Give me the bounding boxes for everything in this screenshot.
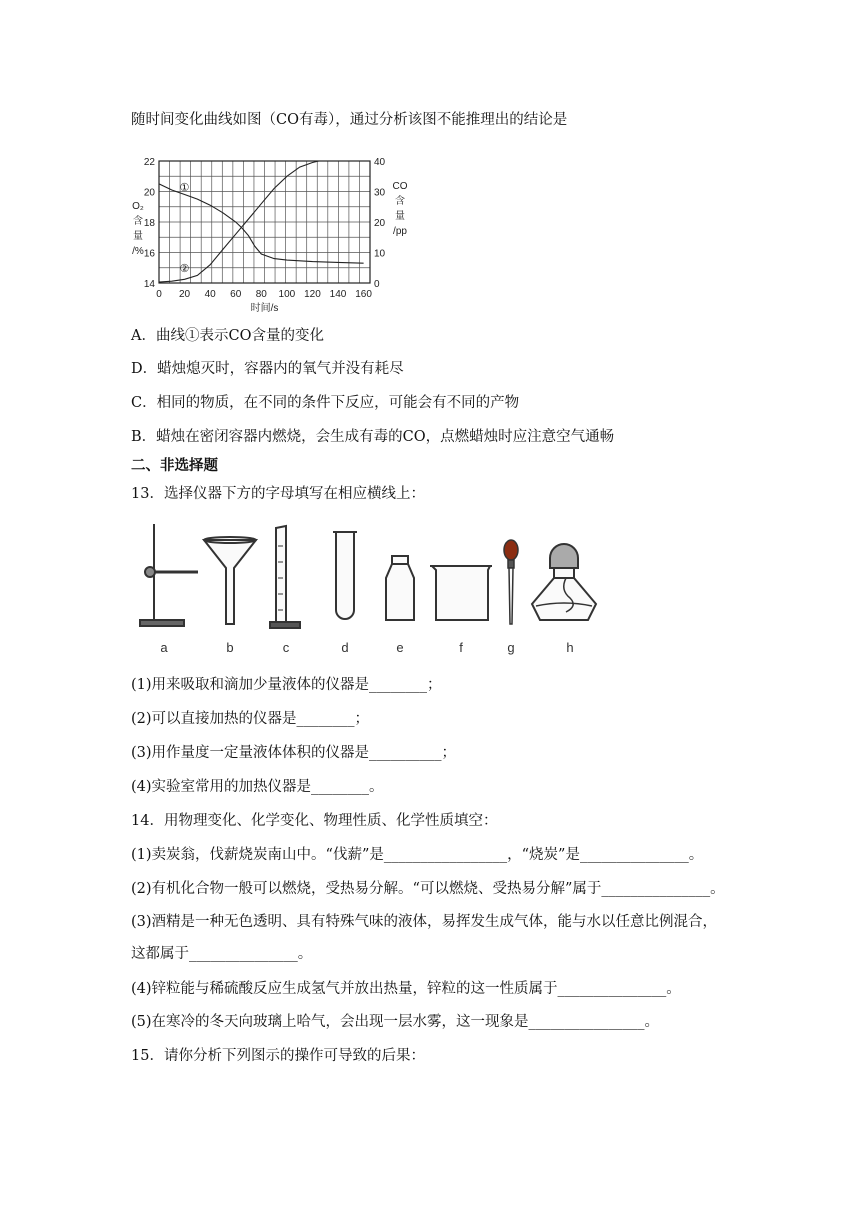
x-tick-label: 120 (304, 289, 321, 300)
q14-item-3-cont: 这都属于_______________。 (131, 946, 313, 962)
q14-item-3: (3)酒精是一种无色透明、具有特殊气味的液体，易挥发生成气体，能与水以任意比例混合， (131, 914, 718, 930)
left-axis-title-char: 量 (133, 231, 143, 242)
x-tick-label: 20 (179, 289, 191, 300)
y-right-tick-label: 30 (374, 187, 386, 199)
q14-item-4: (4)锌粒能与稀硫酸反应生成氢气并放出热量，锌粒的这一性质属于_______________。 (131, 981, 681, 997)
q13-item-4: (4)实验室常用的加热仪器是________。 (131, 779, 384, 795)
option-d: D．蜡烛熄灭时，容器内的氧气并没有耗尽 (131, 361, 404, 377)
instruments-figure (130, 516, 600, 662)
left-axis-title-char: O₂ (132, 201, 144, 212)
right-axis-title-char: 含 (395, 196, 405, 207)
series-line-2 (159, 161, 364, 282)
q14-item-5: (5)在寒冷的冬天向玻璃上哈气，会出现一层水雾，这一现象是________________。 (131, 1014, 660, 1030)
x-tick-label: 160 (355, 289, 372, 300)
y-left-tick-label: 18 (143, 218, 155, 229)
q13-stem: 13．选择仪器下方的字母填写在相应横线上： (131, 486, 425, 502)
graduated-cylinder-icon (270, 526, 300, 628)
instrument-label-h: h (566, 640, 574, 655)
right-axis-title-char: /pp (393, 226, 407, 237)
y-left-tick-label: 22 (143, 157, 155, 168)
dropper-icon (504, 540, 518, 624)
instrument-label-c: c (282, 640, 290, 655)
left-axis-title-char: /% (132, 246, 144, 257)
alcohol-lamp-icon (532, 544, 596, 620)
y-right-tick-label: 0 (374, 279, 380, 290)
option-a: A．曲线①表示CO含量的变化 (131, 328, 324, 344)
y-right-tick-label: 10 (374, 248, 386, 260)
section-title: 二、非选择题 (131, 457, 218, 474)
y-left-tick-label: 20 (143, 187, 155, 199)
y-left-tick-label: 14 (143, 279, 155, 290)
option-b: B．蜡烛在密闭容器内燃烧，会生成有毒的CO，点燃蜡烛时应注意空气通畅 (131, 429, 615, 445)
beaker-icon (430, 566, 492, 620)
gas-content-chart (125, 143, 425, 323)
left-axis-title-char: 含 (133, 216, 143, 227)
right-axis-title-char: CO (392, 181, 408, 192)
x-tick-label: 100 (278, 289, 296, 300)
instrument-label-d: d (341, 640, 349, 655)
iron-stand-icon (140, 524, 198, 626)
option-c: C．相同的物质，在不同的条件下反应，可能会有不同的产物 (131, 395, 520, 411)
curve-2-marker: ② (179, 262, 190, 275)
q13-item-2: (2)可以直接加热的仪器是________； (131, 711, 370, 727)
instrument-label-a: a (160, 640, 168, 655)
funnel-icon (204, 537, 256, 624)
q15-stem: 15．请你分析下列图示的操作可导致的后果： (131, 1048, 425, 1064)
chart-grid (159, 161, 370, 283)
q13-item-3: (3)用作量度一定量液体体积的仪器是__________； (131, 745, 457, 761)
series-line-1 (159, 181, 364, 263)
instrument-label-b: b (226, 640, 234, 655)
y-right-tick-label: 20 (374, 218, 386, 229)
x-tick-label: 80 (255, 289, 267, 300)
q14-stem: 14．用物理变化、化学变化、物理性质、化学性质填空： (131, 813, 498, 829)
right-axis-title-char: 量 (395, 211, 405, 222)
q13-item-1: (1)用来吸取和滴加少量液体的仪器是________； (131, 677, 442, 693)
y-left-tick-label: 16 (143, 248, 155, 260)
x-tick-label: 40 (204, 289, 216, 300)
test-tube-icon (333, 532, 357, 619)
question-12-intro: 随时间变化曲线如图（CO有毒），通过分析该图不能推理出的结论是 (131, 112, 568, 128)
x-tick-label: 140 (329, 289, 347, 300)
instrument-label-g: g (507, 640, 515, 655)
chart-curves (159, 161, 364, 282)
q14-item-1: (1)卖炭翁，伐薪烧炭南山中。“伐薪”是_________________，“烧炭”是_______________。 (131, 847, 704, 863)
q14-item-2: (2)有机化合物一般可以燃烧，受热易分解。“可以燃烧、受热易分解”属于_______________。 (131, 881, 725, 897)
x-tick-label: 0 (156, 289, 162, 300)
instrument-label-e: e (396, 640, 404, 655)
x-tick-label: 60 (230, 289, 242, 300)
x-axis-label: 时间/s (250, 303, 279, 314)
curve-1-marker: ① (179, 181, 190, 194)
reagent-bottle-icon (386, 556, 414, 620)
instrument-label-f: f (459, 640, 463, 655)
y-right-tick-label: 40 (374, 157, 386, 168)
